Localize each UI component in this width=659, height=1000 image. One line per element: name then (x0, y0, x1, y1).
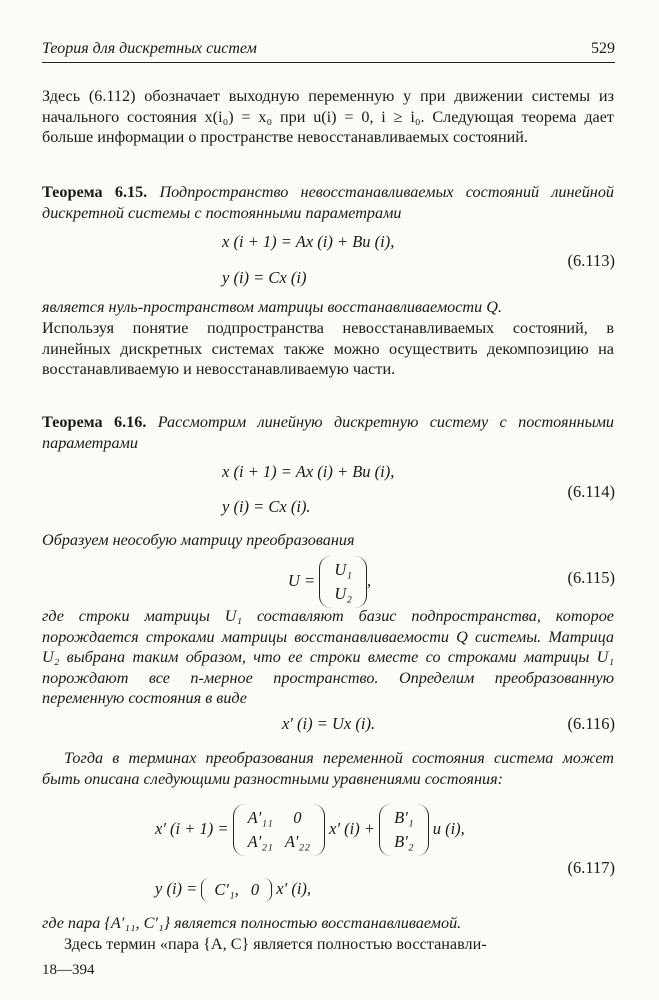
c1-entry: C′₁, (214, 880, 239, 899)
equation-6-113-b: y (i) = Cx (i) (222, 268, 307, 287)
equation-6-113-a: x (i + 1) = Ax (i) + Bu (i), (222, 232, 395, 251)
out-lhs: y (i) = (155, 878, 198, 898)
c2-entry: 0 (250, 880, 260, 899)
signature-mark: 18—394 (42, 962, 95, 978)
u-matrix (319, 556, 367, 608)
equation-number-6-116: (6.116) (567, 714, 615, 733)
running-header (42, 38, 615, 63)
a11-entry: A′₁₁ (247, 808, 273, 827)
decomposition-remark: Используя понятие подпространства невосстанавливаемых состояний, в линейных дискретных системах также можно осуществить декомпозицию на восстанавливаемую и невосстанавливаемую части. (42, 319, 614, 378)
theorem-6-16-statement: Рассмотрим линейную дискретную систему с постоянными параметрами (42, 413, 615, 452)
then-paragraph: Тогда в терминах преобразования переменной состояния система может быть описана следующими разностными уравнениями состояния: (42, 749, 614, 788)
equation-6-117-state (155, 804, 465, 856)
u-row-1: U₁ (334, 560, 352, 579)
u-tail: , (366, 570, 372, 590)
intro-paragraph: Здесь (6.112) обозначает выходную переменную y при движении системы из начального состояния x(i₀) = x₀ при u(i) = 0, i ≥ i₀. Следующая теорема дает больше информации о пространстве невосстанавливаемых состояний. (42, 87, 614, 146)
chapter-title: Теория для дискретных систем (42, 40, 257, 57)
c-matrix (201, 878, 272, 902)
equation-number-6-113: (6.113) (567, 251, 615, 270)
equation-6-115 (288, 556, 371, 608)
theorem-6-15 (42, 182, 614, 223)
a-matrix (233, 804, 325, 856)
theorem-6-15-statement: Подпространство невосстанавливаемых состояний линейной дискретной системы с постоянными параметрами (42, 183, 615, 222)
a21-entry: A′₂₁ (247, 832, 273, 851)
b1-entry: B′₁ (394, 808, 414, 827)
sys-tail: u (i), (432, 818, 465, 838)
last-line: Здесь термин «пара {A, C} является полностью восстанавли- (64, 935, 487, 953)
pair-statement: где пара {A′₁₁, C′₁} является полностью восстанавливаемой. (42, 914, 462, 932)
equation-6-116: x′ (i) = Ux (i). (282, 714, 376, 733)
equation-number-6-117: (6.117) (567, 858, 615, 877)
rows-paragraph: где строки матрицы U₁ составляют базис подпространства, которое порождается строками матрицы восстанавливаемости Q системы. Матрица U₂ выбрана таким образом, что ее строки вместе со строками матрицы U₁ порождают все n-мерное пространство. Определим преобразованную переменную состояния в виде (42, 607, 614, 707)
transform-intro: Образуем неособую матрицу преобразования (42, 531, 355, 549)
out-tail: x′ (i), (276, 878, 312, 898)
b-matrix (379, 804, 428, 856)
a12-entry: 0 (293, 808, 302, 827)
theorem-6-16 (42, 412, 614, 453)
equation-6-114-a: x (i + 1) = Ax (i) + Bu (i), (222, 462, 395, 481)
page-number: 529 (591, 40, 615, 57)
b2-entry: B′₂ (394, 832, 414, 851)
a22-entry: A′₂₂ (284, 832, 310, 851)
u-lhs: U = (288, 570, 316, 590)
sys-lhs: x′ (i + 1) = (155, 818, 229, 838)
theorem-6-16-label: Теорема 6.16. (42, 413, 147, 431)
equation-6-117-output (155, 878, 311, 902)
equation-6-114-b: y (i) = Cx (i). (222, 497, 311, 516)
equation-number-6-114: (6.114) (567, 482, 615, 501)
theorem-6-15-conclusion: является нуль-пространством матрицы восстанавливаемости Q. (42, 298, 502, 316)
equation-number-6-115: (6.115) (567, 568, 615, 587)
sys-mid: x′ (i) + (329, 818, 376, 838)
theorem-6-15-label: Теорема 6.15. (42, 183, 148, 201)
u-row-2: U₂ (334, 584, 352, 603)
